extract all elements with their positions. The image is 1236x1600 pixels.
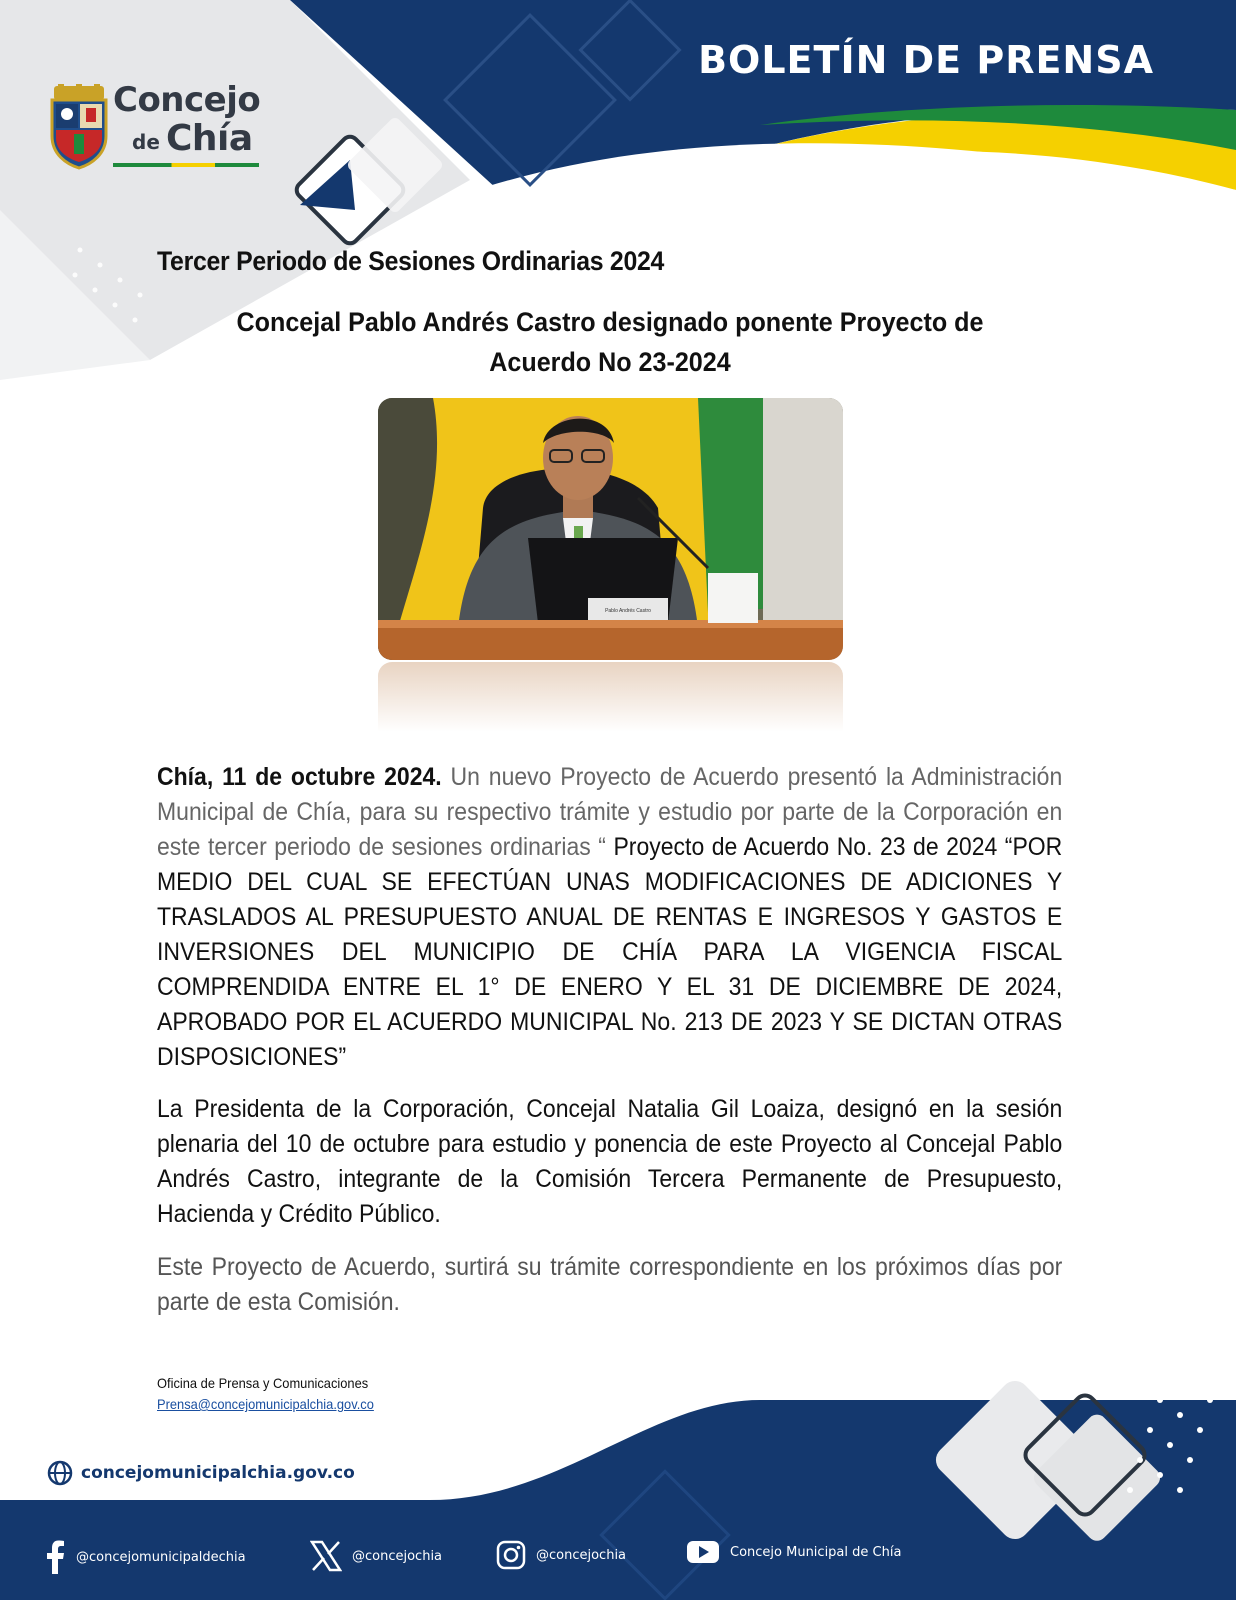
x-link[interactable] (310, 1540, 442, 1572)
logo-underline (113, 163, 259, 167)
logo-concejo: Concejo (113, 80, 261, 120)
paragraph-1 (157, 760, 1062, 1075)
x-icon (310, 1540, 342, 1572)
logo-de: de (132, 130, 160, 154)
article-headline (219, 302, 1000, 382)
paragraph-3: Este Proyecto de Acuerdo, surtirá su trámite correspondiente en los próximos días por parte de esta Comisión. (157, 1253, 1063, 1316)
instagram-link[interactable] (496, 1540, 626, 1570)
banner-title: BOLETÍN DE PRENSA (698, 38, 1154, 82)
website[interactable] (47, 1460, 355, 1486)
article-kicker: Tercer Periodo de Sesiones Ordinarias 2024 (157, 246, 665, 276)
youtube-link[interactable] (686, 1540, 901, 1564)
paragraph-2: La Presidenta de la Corporación, Concejal Natalia Gil Loaiza, designó en la sesión plenaria del 10 de octubre para estudio y ponencia de este Proyecto al Concejal Pablo Andrés Castro, integrante de la Comisión Tercera Permanente de Presupuesto, Hacienda y Crédito Público. (157, 1095, 1063, 1228)
headline-line-1: Concejal Pablo Andrés Castro designado ponente Proyecto de (236, 307, 984, 337)
councilman-photo (378, 398, 843, 660)
photo-reflection (378, 662, 843, 732)
website-url: concejomunicipalchia.gov.co (81, 1463, 355, 1483)
instagram-handle: @concejochia (536, 1547, 627, 1563)
youtube-icon (686, 1540, 720, 1564)
office-name: Oficina de Prensa y Comunicaciones (157, 1375, 369, 1391)
facebook-icon (44, 1540, 66, 1574)
logo-chia: Chía (166, 118, 253, 159)
facebook-handle: @concejomunicipaldechia (76, 1549, 246, 1565)
x-handle: @concejochia (352, 1548, 443, 1564)
paragraph-1-intro: Un nuevo Proyecto de Acuerdo presentó la Administración Municipal de Chía, para su respectivo trámite y estudio por parte de la Corporación en este tercer periodo de sesiones ordinarias “ (157, 763, 1063, 861)
nameplate-text: Pablo Andrés Castro (605, 608, 651, 614)
paragraph-1-project-title: Proyecto de Acuerdo No. 23 de 2024 “POR MEDIO DEL CUAL SE EFECTÚAN UNAS MODIFICACIONES DE ADICIONES Y TRASLADOS AL PRESUPUESTO ANUAL DE RENTAS E INGRESOS Y GASTOS E INVERSIONES DEL MUNICIPIO DE CHÍA PARA LA VIGENCIA FISCAL COMPRENDIDA ENTRE EL 1° DE ENERO Y EL 31 DE DICIEMBRE DE 2024, APROBADO POR EL ACUERDO MUNICIPAL No. 213 DE 2023 Y SE DICTAN OTRAS DISPOSICIONES” (157, 833, 1063, 1071)
coat-of-arms-icon (48, 84, 110, 170)
instagram-icon (496, 1540, 526, 1570)
youtube-channel: Concejo Municipal de Chía (730, 1544, 902, 1560)
globe-icon (47, 1460, 73, 1486)
headline-line-2: Acuerdo No 23-2024 (489, 347, 731, 377)
office-email-link[interactable]: Prensa@concejomunicipalchia.gov.co (157, 1396, 374, 1412)
facebook-link[interactable] (44, 1540, 246, 1574)
dateline: Chía, 11 de octubre 2024. (157, 763, 442, 791)
article-photo (378, 398, 843, 660)
